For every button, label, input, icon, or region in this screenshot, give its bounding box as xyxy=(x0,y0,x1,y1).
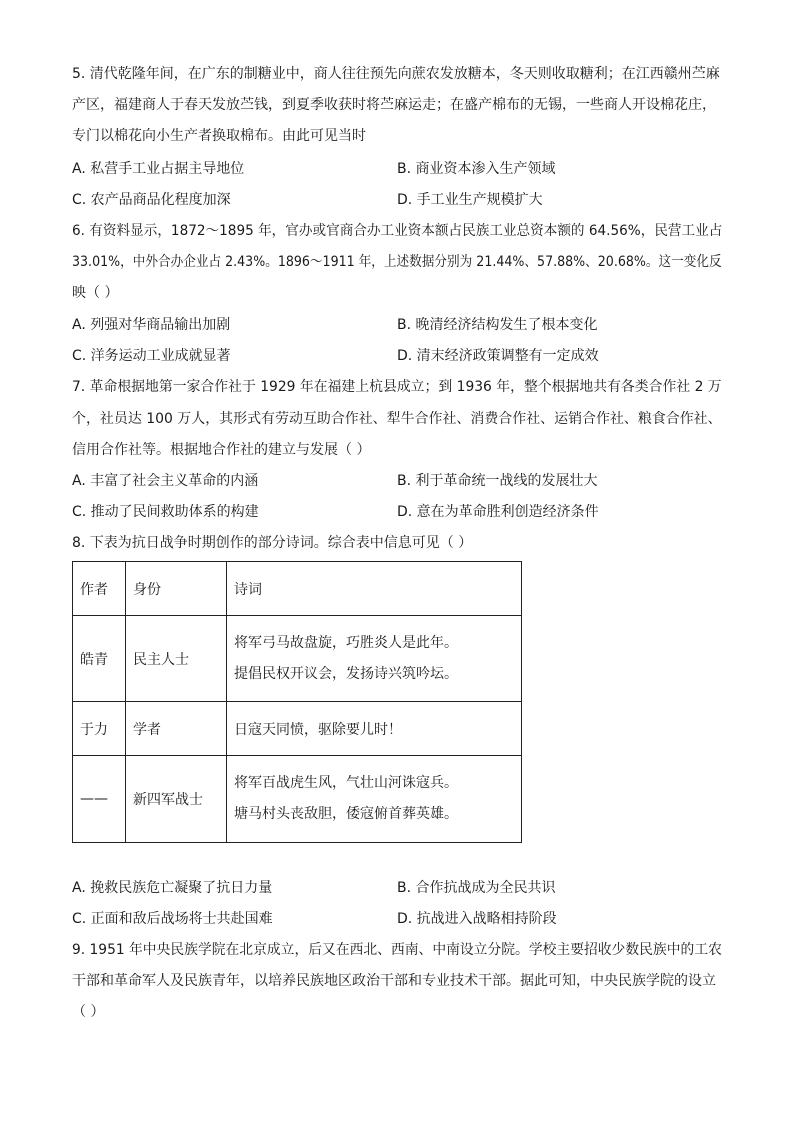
q5-option-c: C. 农产品商品化程度加深 xyxy=(72,192,231,208)
row-verse xyxy=(227,616,522,702)
q5-stem-line-3: 专门以棉花向小生产者换取棉布。由此可见当时 xyxy=(72,128,366,144)
poem-table xyxy=(72,561,522,843)
header-identity: 身份 xyxy=(126,562,227,616)
q5-stem-line-1: 5. 清代乾隆年间，在广东的制糖业中，商人往往预先向蔗农发放糖本，冬天则收取糖利；在江西赣州苎麻 xyxy=(72,66,720,82)
q8-stem: 8. 下表为抗日战争时期创作的部分诗词。综合表中信息可见（ ） xyxy=(72,535,473,551)
verse-line: 提倡民权开议会，发扬诗兴筑吟坛。 xyxy=(234,665,458,682)
q7-stem-line-1: 7. 革命根据地第一家合作社于 1929 年在福建上杭县成立；到 1936 年，整个根据地共有各类合作社 2 万 xyxy=(72,379,722,395)
q7-stem-line-3: 信用合作社等。根据地合作社的建立与发展（ ） xyxy=(72,442,371,458)
row-identity: 学者 xyxy=(126,702,227,756)
row-identity: 新四军战士 xyxy=(126,756,227,843)
row-author: —— xyxy=(73,756,126,843)
header-verse: 诗词 xyxy=(227,562,522,616)
q9-stem-line-2: 干部和革命军人及民族青年，以培养民族地区政治干部和专业技术干部。据此可知，中央民族学院的设立 xyxy=(72,973,716,989)
table-row xyxy=(73,756,522,843)
row-verse xyxy=(227,756,522,843)
q7-option-a: A. 丰富了社会主义革命的内涵 xyxy=(72,473,259,489)
q5-option-a: A. 私营手工业占据主导地位 xyxy=(72,161,245,177)
verse-line: 将军百战虎生风，气壮山河诛寇兵。 xyxy=(234,775,458,791)
table-row xyxy=(73,616,522,702)
q6-option-a: A. 列强对华商品输出加剧 xyxy=(72,317,231,333)
q6-stem-line-1: 6. 有资料显示，1872～1895 年，官办或官商合办工业资本额占民族工业总资本额的 64.56%，民营工业占 xyxy=(72,223,723,239)
table-row xyxy=(73,702,522,756)
q6-option-c: C. 洋务运动工业成就显著 xyxy=(72,348,231,364)
q7-option-c: C. 推动了民间救助体系的构建 xyxy=(72,504,259,520)
q7-option-b: B. 利于革命统一战线的发展壮大 xyxy=(397,473,598,489)
row-verse xyxy=(227,702,522,756)
q6-stem-line-2: 33.01%，中外合办企业占 2.43%。1896～1911 年，上述数据分别为 21.44%、57.88%、20.68%。这一变化反 xyxy=(72,254,722,270)
q6-option-d: D. 清末经济政策调整有一定成效 xyxy=(397,348,599,364)
q7-option-d: D. 意在为革命胜利创造经济条件 xyxy=(397,504,599,520)
q8-option-d: D. 抗战进入战略相持阶段 xyxy=(397,911,557,927)
q6-stem-line-3: 映（ ） xyxy=(72,285,119,301)
verse-line: 日寇天同愤，驱除要儿时！ xyxy=(234,721,402,738)
q5-option-d: D. 手工业生产规模扩大 xyxy=(397,192,543,208)
q8-option-b: B. 合作抗战成为全民共识 xyxy=(397,880,556,896)
row-identity: 民主人士 xyxy=(126,616,227,702)
q5-stem-line-2: 产区，福建商人于春天发放苎钱，到夏季收获时将苎麻运走；在盛产棉布的无锡，一些商人开设棉花庄， xyxy=(72,97,716,113)
q7-stem-line-2: 个，社员达 100 万人，其形式有劳动互助合作社、犁牛合作社、消费合作社、运销合作社、粮食合作社、 xyxy=(72,411,722,427)
q9-stem-line-1: 9. 1951 年中央民族学院在北京成立，后又在西北、西南、中南设立分院。学校主要招收少数民族中的工农 xyxy=(72,942,722,958)
row-author: 于力 xyxy=(73,702,126,756)
q9-stem-line-3: （ ） xyxy=(72,1004,105,1020)
row-author: 皓青 xyxy=(73,616,126,702)
header-author: 作者 xyxy=(73,562,126,616)
verse-line: 将军弓马故盘旋，巧胜炎人是此年。 xyxy=(234,634,458,651)
q8-option-a: A. 挽救民族危亡凝聚了抗日力量 xyxy=(72,880,273,896)
q5-option-b: B. 商业资本渗入生产领域 xyxy=(397,161,556,177)
table-header-row xyxy=(73,562,522,616)
q6-option-b: B. 晚清经济结构发生了根本变化 xyxy=(397,317,598,333)
verse-line: 塘马村头丧敌胆，倭寇俯首葬英雄。 xyxy=(234,806,458,822)
q8-option-c: C. 正面和敌后战场将士共赴国难 xyxy=(72,911,273,927)
